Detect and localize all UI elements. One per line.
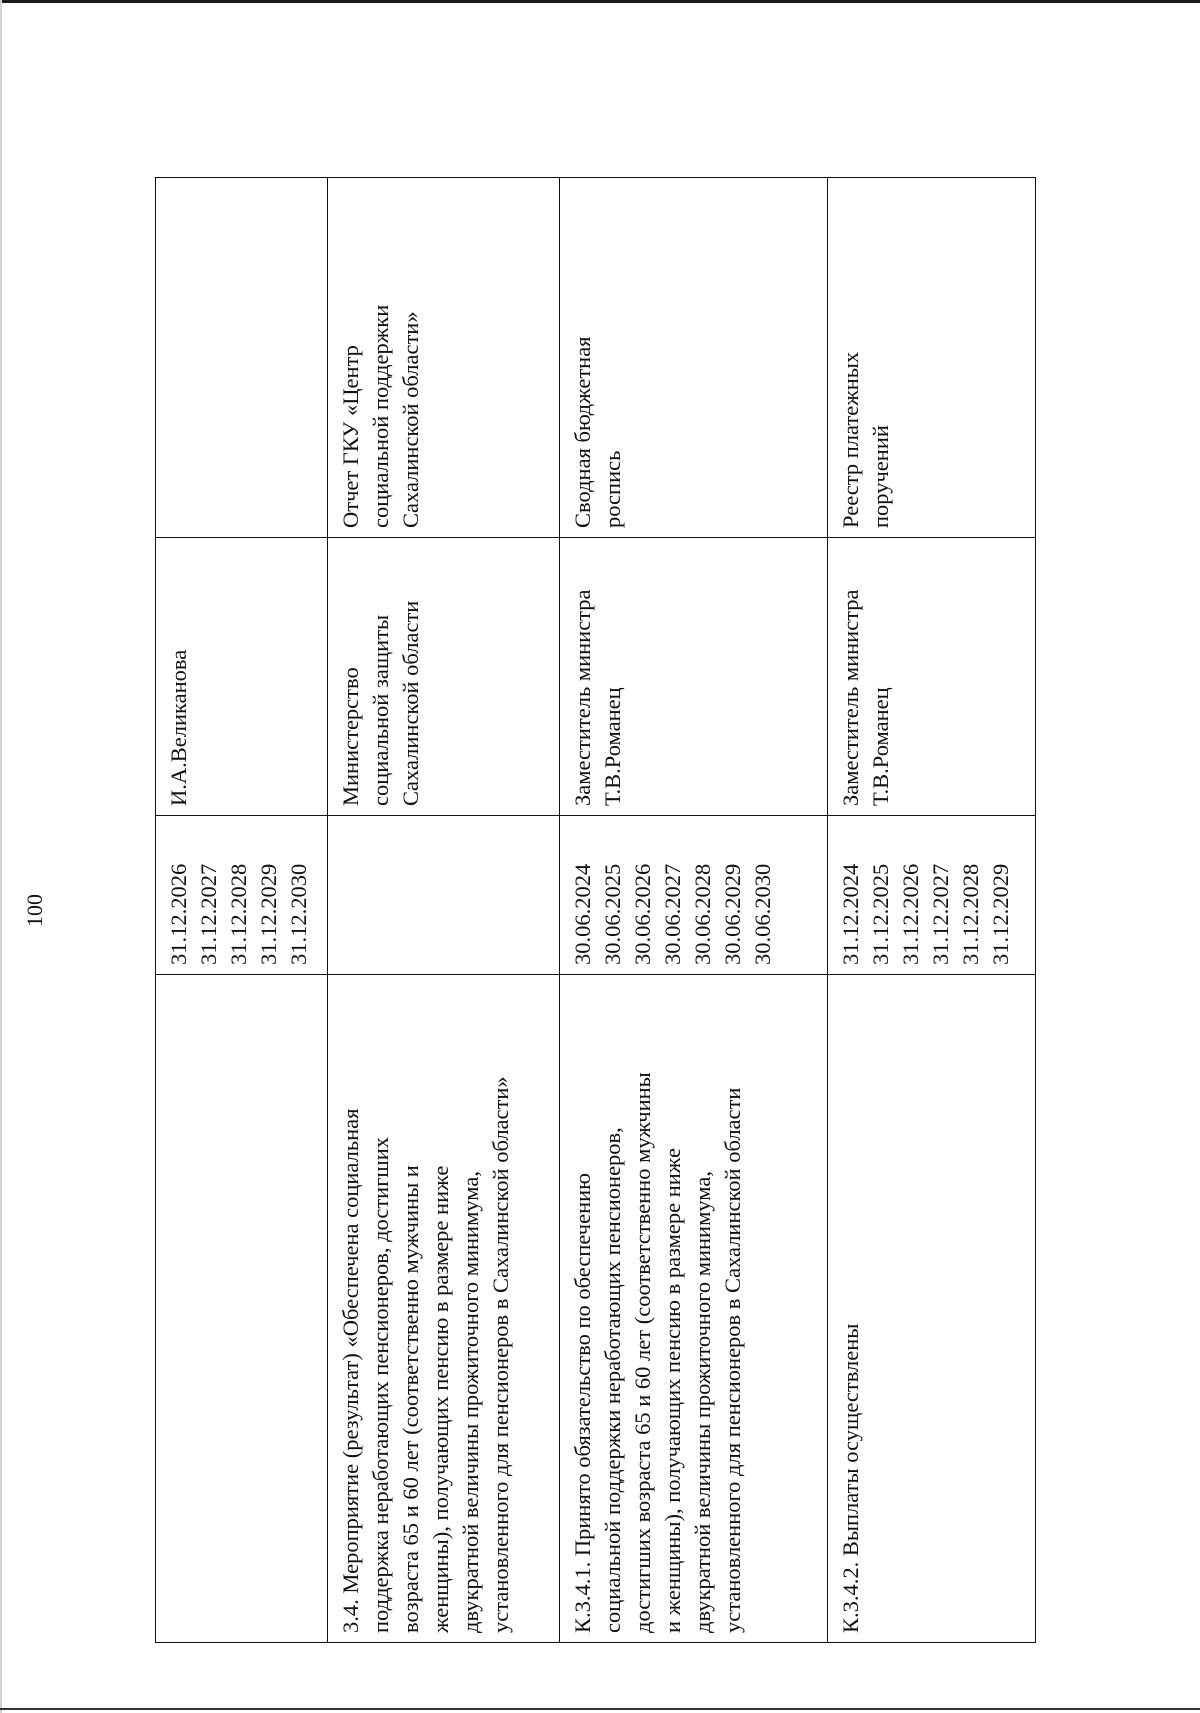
responsible-line: социальной защиты (368, 614, 393, 806)
dates-line: 31.12.2026 (898, 863, 923, 965)
event-line: и женщины), получающих пенсию в размере ниже (660, 1147, 685, 1633)
responsible-line: Сахалинской области (398, 600, 423, 806)
responsible-line: И.А.Великанова (166, 649, 191, 806)
dates-line: 31.12.2024 (838, 863, 863, 965)
scan-edge-bottom (0, 1708, 1200, 1710)
event-line: установленного для пенсионеров в Сахалинской области (720, 1087, 745, 1633)
event-line: К.3.4.2. Выплаты осуществлены (838, 1323, 863, 1633)
event-line: двукратной величины прожиточного минимума, (458, 1171, 483, 1633)
dates-cell (560, 816, 828, 975)
responsible-cell (560, 538, 828, 816)
dates-line: 31.12.2026 (166, 863, 191, 965)
dates-line: 31.12.2028 (958, 863, 983, 965)
document-line: поручений (868, 425, 893, 528)
dates-line: 30.06.2029 (720, 863, 745, 965)
dates-line: 30.06.2026 (630, 863, 655, 965)
responsible-cell (328, 538, 560, 816)
responsible-line: Заместитель министра (838, 589, 863, 806)
page-number: 100 (22, 894, 47, 927)
event-line: возраста 65 и 60 лет (соответственно мужчины и (398, 1165, 423, 1633)
event-line: социальной поддержки неработающих пенсионеров, (600, 1127, 625, 1633)
document-line: Сахалинской области» (398, 311, 423, 528)
event-line: женщины), получающих пенсию в размере ниже (428, 1165, 453, 1633)
dates-line: 31.12.2025 (868, 863, 893, 965)
document-line: роспись (600, 450, 625, 528)
document-cell (156, 178, 328, 538)
responsible-line: Заместитель министра (570, 589, 595, 806)
responsible-line: Т.В.Романец (600, 687, 625, 806)
event-cell (156, 975, 328, 1643)
dates-line: 31.12.2030 (286, 863, 311, 965)
document-line: Отчет ГКУ «Центр (338, 345, 363, 528)
responsible-line: Министерство (338, 667, 363, 806)
dates-line: 30.06.2025 (600, 863, 625, 965)
event-line: 3.4. Мероприятие (результат) «Обеспечена социальная (338, 1108, 363, 1633)
event-cell (828, 975, 1036, 1643)
table-row (156, 178, 328, 1643)
document-line: социальной поддержки (368, 304, 393, 528)
responsible-line: Т.В.Романец (868, 687, 893, 806)
dates-line: 30.06.2024 (570, 863, 595, 965)
event-line: достигших возраста 65 и 60 лет (соответственно мужчины (630, 1072, 655, 1633)
event-line: установленного для пенсионеров в Сахалинской области» (488, 1076, 513, 1633)
table-row (328, 178, 560, 1643)
document-cell (828, 178, 1036, 538)
dates-line: 31.12.2028 (226, 863, 251, 965)
table-row (828, 178, 1036, 1643)
dates-line: 30.06.2027 (660, 863, 685, 965)
dates-line: 31.12.2029 (256, 863, 281, 965)
dates-line: 30.06.2028 (690, 863, 715, 965)
event-line: К.3.4.1. Принято обязательство по обеспечению (570, 1173, 595, 1633)
table-row (560, 178, 828, 1643)
dates-line: 31.12.2029 (988, 863, 1013, 965)
dates-cell (328, 816, 560, 975)
rotated-page (0, 178, 1035, 1643)
event-line: поддержка неработающих пенсионеров, достигших (368, 1136, 393, 1633)
document-line: Сводная бюджетная (570, 336, 595, 528)
dates-line: 31.12.2027 (928, 863, 953, 965)
responsible-cell (156, 538, 328, 816)
dates-cell (156, 816, 328, 975)
document-line: Реестр платежных (838, 351, 863, 528)
document-cell (328, 178, 560, 538)
document-cell (560, 178, 828, 538)
event-cell (560, 975, 828, 1643)
responsible-cell (828, 538, 1036, 816)
plan-table (155, 177, 1036, 1643)
scan-edge-top (0, 0, 1200, 3)
dates-cell (828, 816, 1036, 975)
event-line: двукратной величины прожиточного минимума, (690, 1171, 715, 1633)
dates-line: 30.06.2030 (750, 863, 775, 965)
dates-line: 31.12.2027 (196, 863, 221, 965)
event-cell (328, 975, 560, 1643)
